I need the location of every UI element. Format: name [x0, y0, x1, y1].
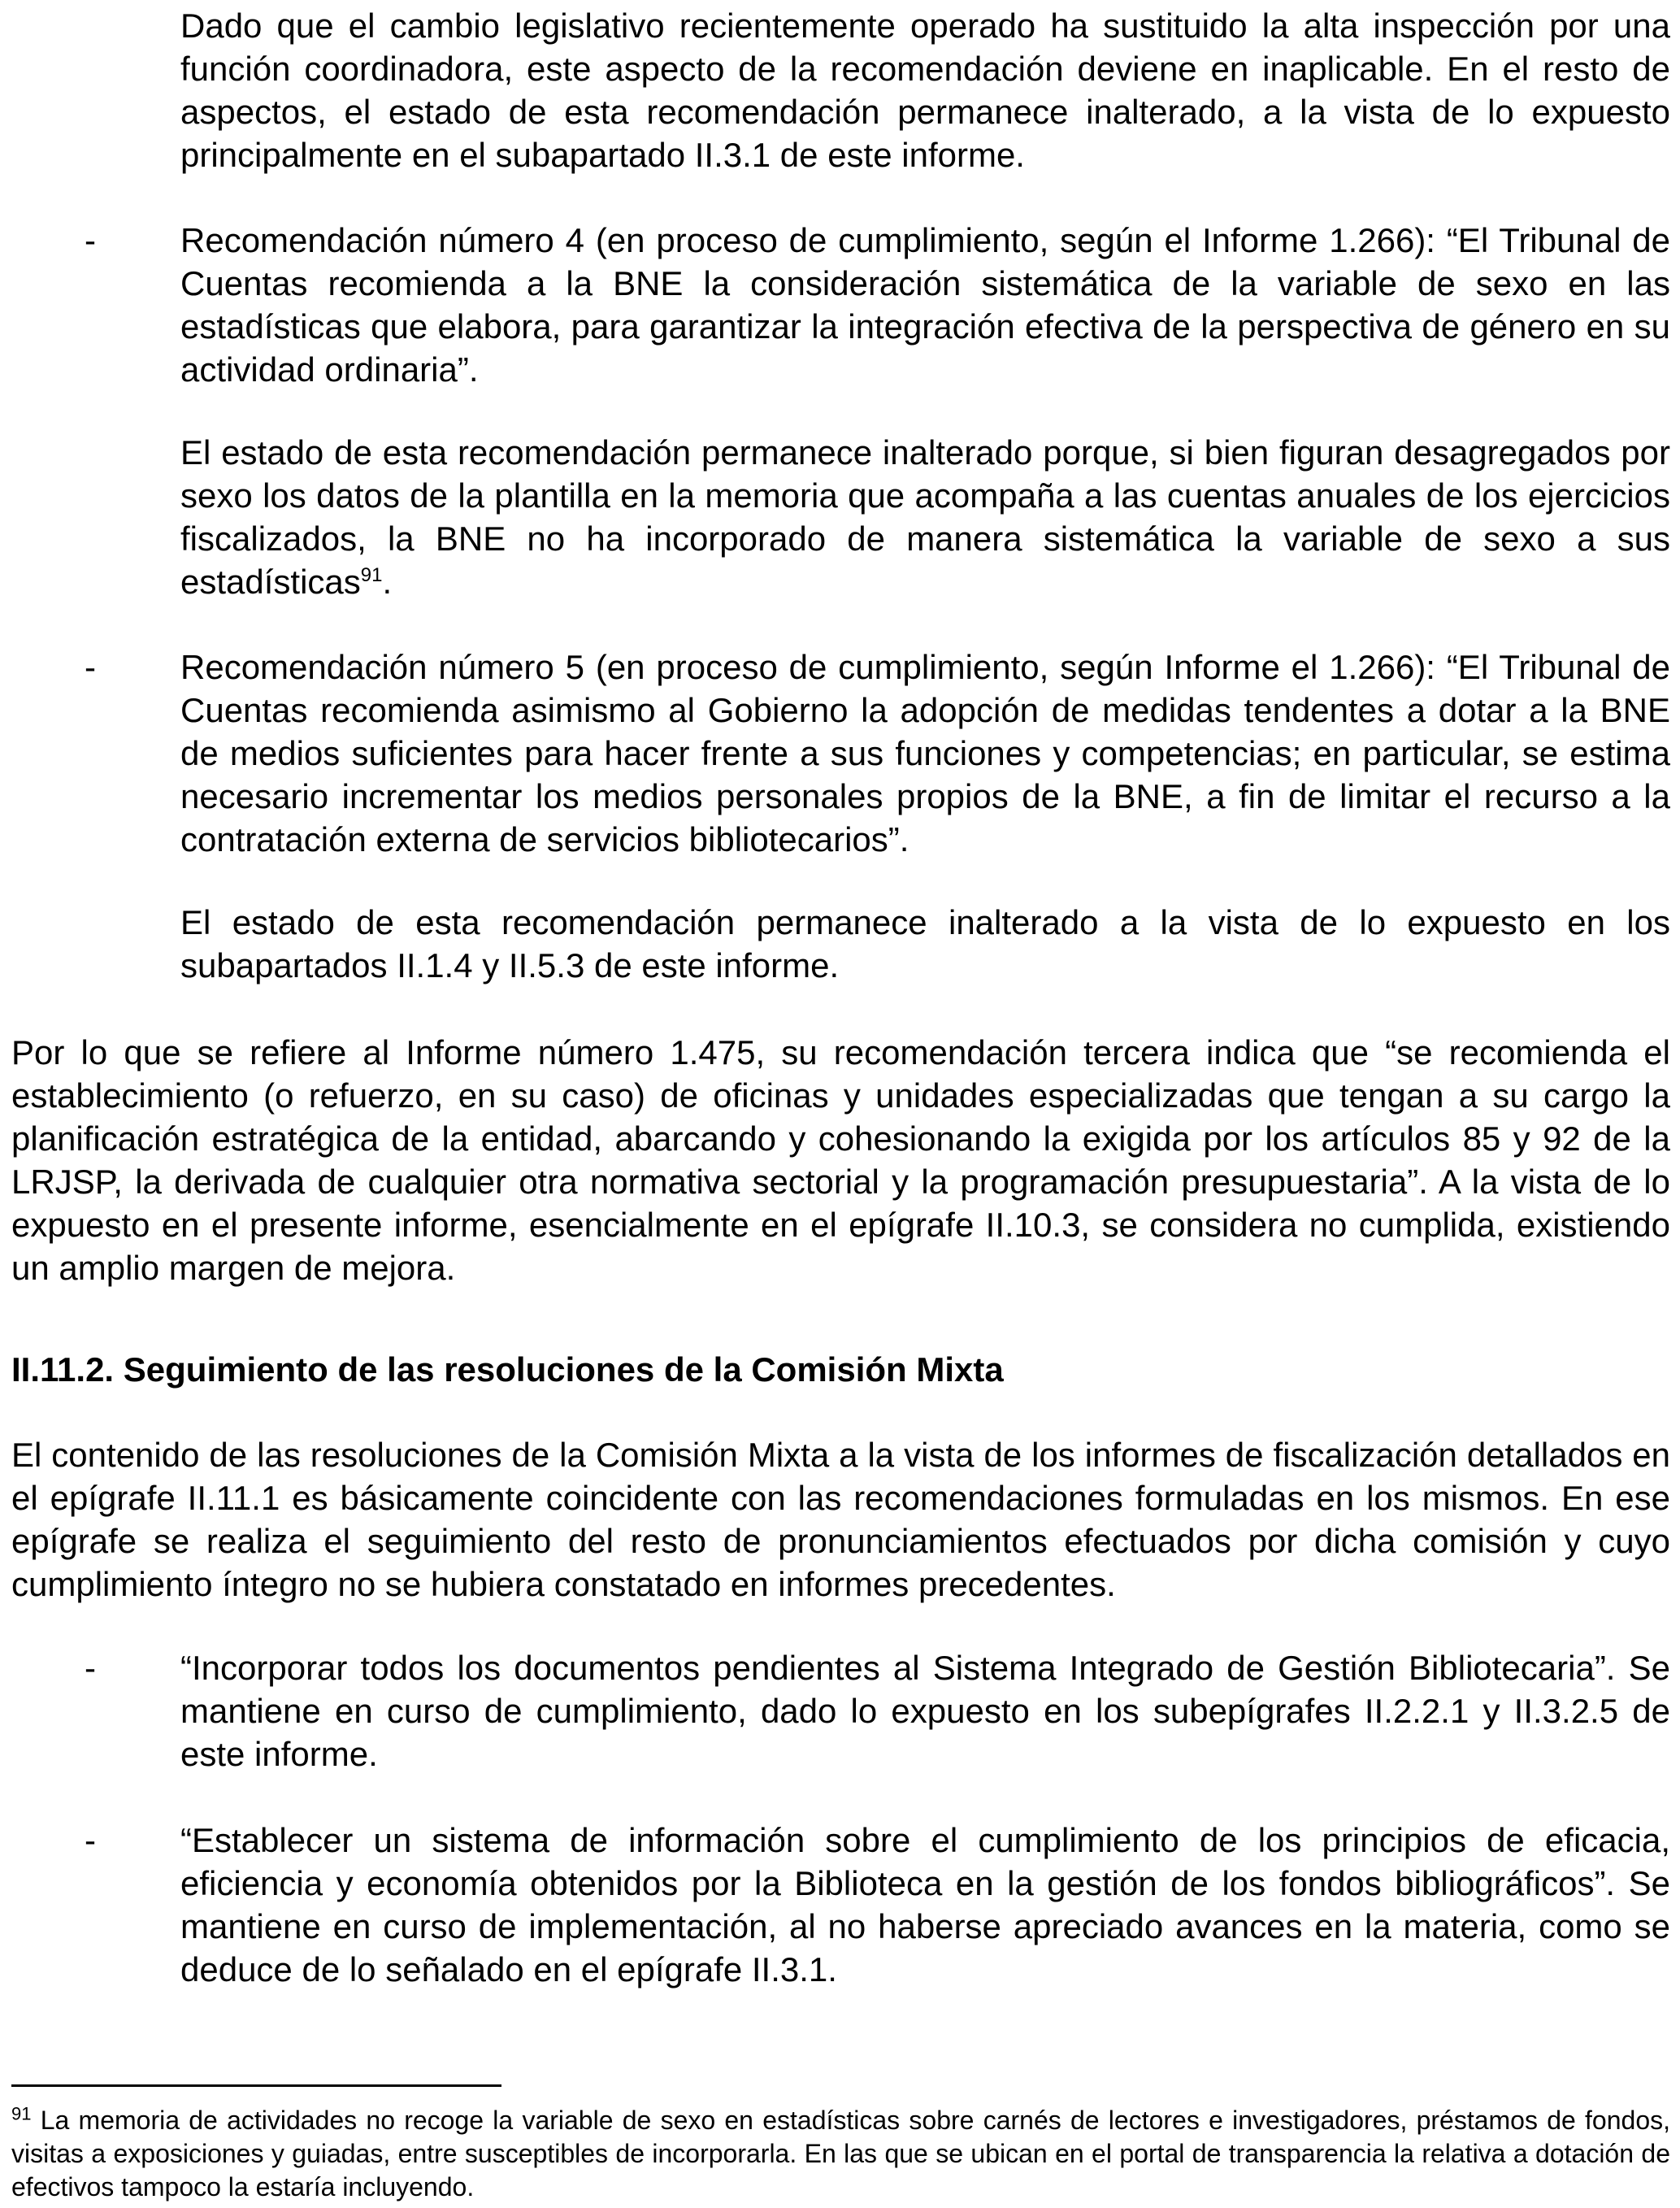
list-dash: - [85, 1649, 96, 1687]
footnote-number: 91 [11, 2103, 32, 2124]
comision-item-1: “Incorporar todos los documentos pendientes al Sistema Integrado de Gestión Bibliotecaria”. Se mantiene en curso de cumplimiento, dado lo expuesto en los subepígrafes II.2.2.1 y II.3.2.5 de este informe. [180, 1649, 1670, 1773]
section-heading: II.11.2. Seguimiento de las resoluciones de la Comisión Mixta [11, 1350, 1004, 1389]
paragraph-informe-1475: Por lo que se refiere al Informe número 1.475, su recomendación tercera indica que “se recomienda el establecimiento (o refuerzo, en su caso) de oficinas y unidades especializadas que tengan a su cargo la planificación estratégica de la entidad, abarcando y cohesionando la exigida por los artículos 85 y 92 de la LRJSP, la derivada de cualquier otra normativa sectorial y la programación presupuestaria”. A la vista de lo expuesto en el presente informe, esencialmente en el epígrafe II.10.3, se considera no cumplida, existiendo un amplio margen de mejora. [11, 1033, 1670, 1287]
recommendation-5-status: El estado de esta recomendación permanece inalterado a la vista de lo expuesto en los subapartados II.1.4 y II.5.3 de este informe. [180, 903, 1670, 984]
list-dash: - [85, 648, 96, 686]
status-text-end: . [382, 563, 393, 601]
footnote-ref[interactable]: 91 [360, 564, 383, 586]
footnote [11, 2104, 1670, 2204]
footnote-divider [11, 2084, 501, 2087]
paragraph-alta-inspeccion: Dado que el cambio legislativo recientemente operado ha sustituido la alta inspección por una función coordinadora, este aspecto de la recomendación deviene en inaplicable. En el resto de aspectos, el estado de esta recomendación permanece inalterado, a la vista de lo expuesto principalmente en el subapartado II.3.1 de este informe. [180, 7, 1670, 174]
comision-item-2: “Establecer un sistema de información sobre el cumplimiento de los principios de eficacia, eficiencia y economía obtenidos por la Biblioteca en la gestión de los fondos bibliográficos”. Se mantiene en curso de implementación, al no haberse apreciado avances en la materia, como se deduce de lo señalado en el epígrafe II.3.1. [180, 1821, 1670, 1989]
list-dash: - [85, 221, 96, 259]
paragraph-comision-mixta: El contenido de las resoluciones de la Comisión Mixta a la vista de los informes de fiscalización detallados en el epígrafe II.11.1 es básicamente coincidente con las recomendaciones formuladas en los mismos. En ese epígrafe se realiza el seguimiento del resto de pronunciamientos efectuados por dicha comisión y cuyo cumplimiento íntegro no se hubiera constatado en informes precedentes. [11, 1436, 1670, 1603]
recommendation-5: Recomendación número 5 (en proceso de cumplimiento, según Informe el 1.266): “El Tribunal de Cuentas recomienda asimismo al Gobierno la adopción de medidas tendentes a dotar a la BNE de medios suficientes para hacer frente a sus funciones y competencias; en particular, se estima necesario incrementar los medios personales propios de la BNE, a fin de limitar el recurso a la contratación externa de servicios bibliotecarios”. [180, 648, 1670, 858]
recommendation-4-status [180, 431, 1670, 603]
footnote-text: La memoria de actividades no recoge la variable de sexo en estadísticas sobre carnés de lectores e investigadores, préstamos de fondos, visitas a exposiciones y guiadas, entre susceptibles de incorporarla. En las que se ubican en el portal de transparencia la relativa a dotación de efectivos tampoco la estaría incluyendo. [11, 2106, 1670, 2201]
status-text: El estado de esta recomendación permanece inalterado porque, si bien figuran desagregados por sexo los datos de la plantilla en la memoria que acompaña a las cuentas anuales de los ejercicios fiscalizados, la BNE no ha incorporado de manera sistemática la variable de sexo a sus estadísticas [180, 433, 1670, 601]
list-dash: - [85, 1821, 96, 1859]
recommendation-4: Recomendación número 4 (en proceso de cumplimiento, según el Informe 1.266): “El Tribunal de Cuentas recomienda a la BNE la consideración sistemática de la variable de sexo en las estadísticas que elabora, para garantizar la integración efectiva de la perspectiva de género en su actividad ordinaria”. [180, 221, 1670, 389]
